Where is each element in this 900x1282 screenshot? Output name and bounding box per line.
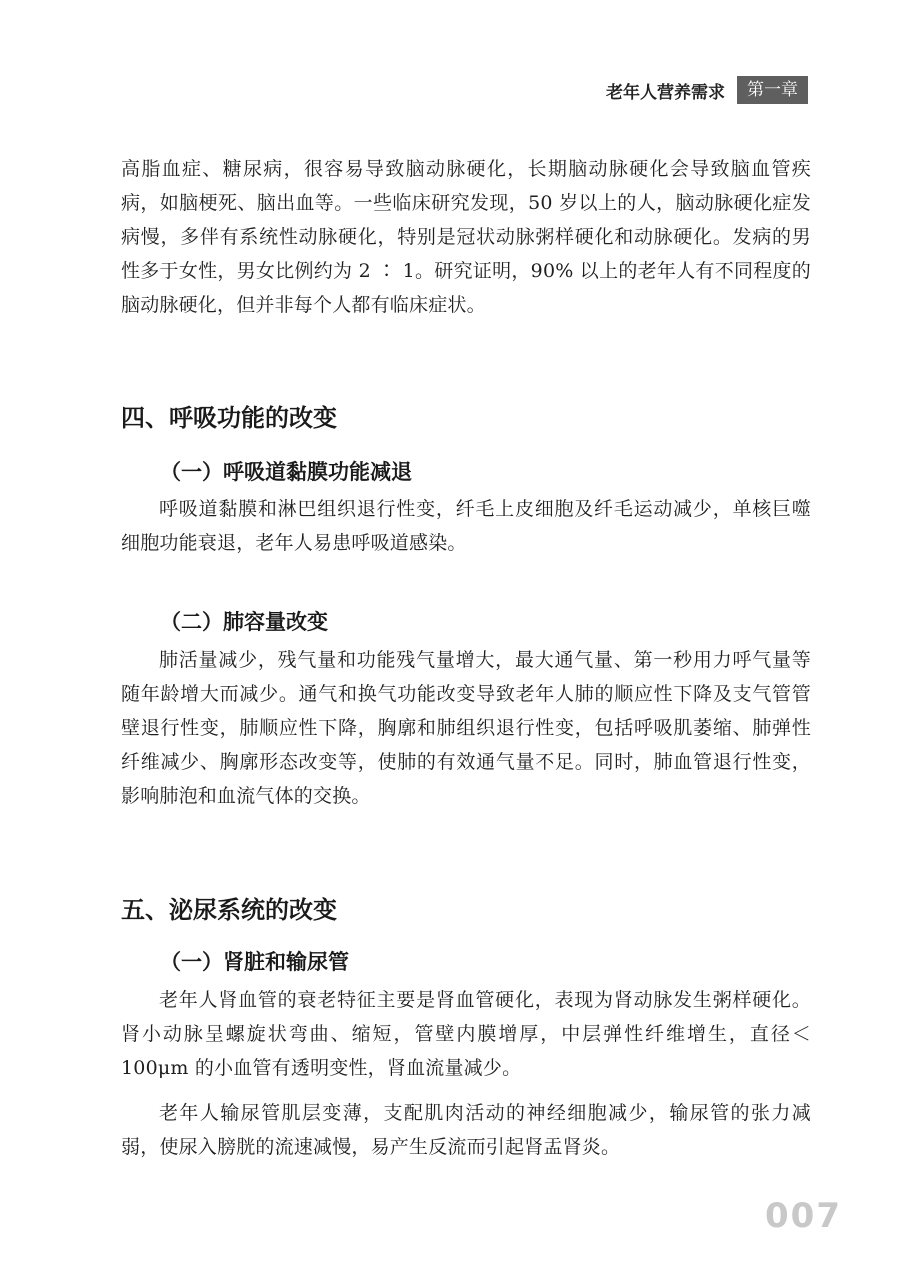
section-4-2-heading: （二）肺容量改变 (160, 610, 328, 634)
section-5-1-paragraph-2: 老年人输尿管肌层变薄，支配肌肉活动的神经细胞减少，输尿管的张力减弱，使尿入膀胱的流速减慢，易产生反流而引起肾盂肾炎。 (121, 1102, 811, 1158)
section-5-1-paragraph-1: 老年人肾血管的衰老特征主要是肾血管硬化，表现为肾动脉发生粥样硬化。肾小动脉呈螺旋状弯曲、缩短，管壁内膜增厚，中层弹性纤维增生，直径＜ 100μm 的小血管有透明变性，肾血流量减少。 (121, 989, 811, 1079)
section-5-heading: 五、泌尿系统的改变 (121, 896, 337, 924)
section-4-2-paragraph: 肺活量减少，残气量和功能残气量增大，最大通气量、第一秒用力呼气量等随年龄增大而减少。通气和换气功能改变导致老年人肺的顺应性下降及支气管管壁退行性变，肺顺应性下降，胸廓和肺组织退行性变，包括呼吸肌萎缩、肺弹性纤维减少、胸廓形态改变等，使肺的有效通气量不足。同时，肺血管退行性变，影响肺泡和血流气体的交换。 (121, 649, 811, 807)
running-title: 老年人营养需求 (606, 82, 725, 103)
chapter-label: 第一章 (737, 76, 808, 104)
section-4-1-paragraph: 呼吸道黏膜和淋巴组织退行性变，纤毛上皮细胞及纤毛运动减少，单核巨噬细胞功能衰退，老年人易患呼吸道感染。 (121, 498, 811, 554)
section-4-1-heading: （一）呼吸道黏膜功能减退 (160, 460, 412, 484)
running-header (606, 76, 808, 104)
page-number: 007 (765, 1196, 842, 1236)
section-4-heading: 四、呼吸功能的改变 (121, 404, 337, 432)
section-5-1-heading: （一）肾脏和输尿管 (160, 950, 349, 974)
intro-paragraph: 高脂血症、糖尿病，很容易导致脑动脉硬化，长期脑动脉硬化会导致脑血管疾病，如脑梗死、脑出血等。一些临床研究发现，50 岁以上的人，脑动脉硬化症发病慢，多伴有系统性动脉硬化，特别是冠状动脉粥样硬化和动脉硬化。发病的男性多于女性，男女比例约为 2 ∶ 1。研究证明，90% 以上的老年人有不同程度的脑动脉硬化，但并非每个人都有临床症状。 (121, 158, 811, 316)
